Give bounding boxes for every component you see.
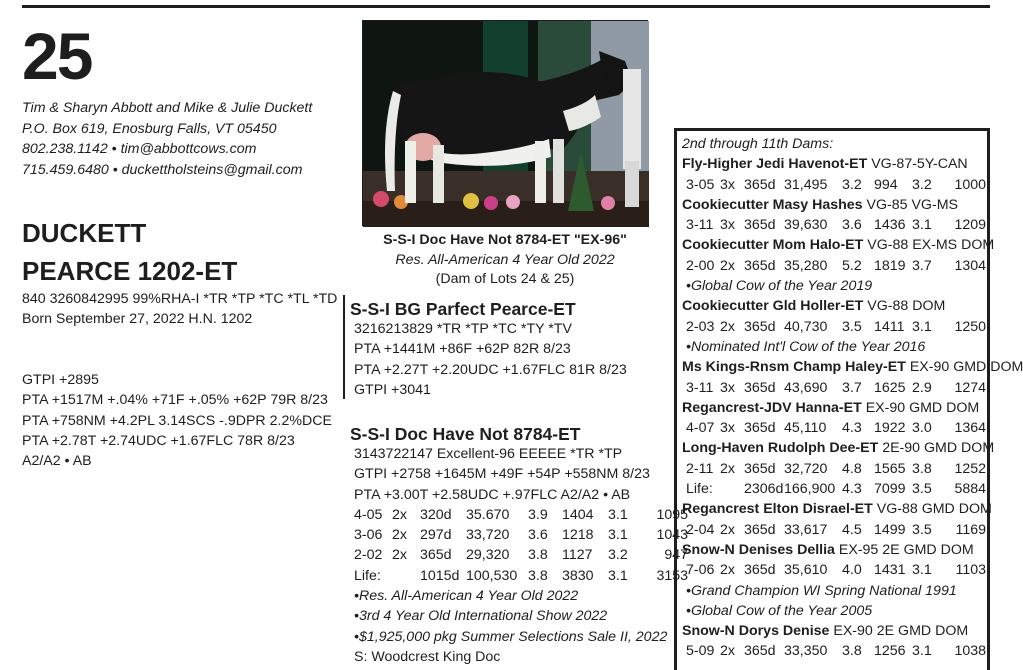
ancestor-dam: [682, 621, 1023, 641]
record-cell: 43,690: [784, 379, 828, 396]
record-cell: 3-11: [686, 217, 714, 234]
record-cell: 2x: [720, 643, 735, 660]
record-cell: 365d: [744, 460, 776, 477]
consignor-address: P.O. Box 619, Enosburg Falls, VT 05450: [22, 120, 277, 137]
consignor-block: [22, 98, 312, 180]
record-cell: 33,350: [784, 643, 828, 660]
ancestor-dam: [682, 540, 1023, 560]
caption-name: S-S-I Doc Have Not 8784-ET "EX-96": [383, 232, 627, 248]
record-cell: 3.1: [608, 506, 628, 523]
ancestor-dam-name: Regancrest-JDV Hanna-ET: [682, 399, 862, 416]
record-cell: 1218: [562, 527, 594, 544]
record-cell: 1922: [874, 420, 906, 437]
record-cell: Life:: [354, 567, 381, 584]
record-cell: 2x: [392, 506, 407, 523]
record-cell: 3153: [656, 567, 688, 584]
ancestor-dam-classification: 2E-90 GMD DOM: [878, 440, 995, 457]
ancestor-dam-name: Ms Kings-Rnsm Champ Haley-ET: [682, 359, 906, 376]
record-cell: 7-06: [686, 562, 715, 579]
record-cell: 3.2: [842, 176, 862, 193]
ancestor-dam-classification: VG-87-5Y-CAN: [867, 156, 968, 173]
record-cell: 365d: [744, 521, 776, 538]
record-cell: 994: [874, 176, 898, 193]
record-cell: 1252: [954, 460, 986, 477]
dam-sire-line: S: Woodcrest King Doc: [354, 648, 501, 665]
lot-number: 25: [22, 19, 92, 93]
animal-name-line-2: PEARCE 1202-ET: [22, 256, 238, 286]
record-cell: 365d: [744, 176, 776, 193]
production-record: [682, 215, 1023, 235]
record-cell: 2x: [392, 527, 407, 544]
pedigree-bracket-line: [343, 295, 345, 399]
record-cell: 4.8: [842, 460, 862, 477]
animal-name: [22, 214, 237, 290]
record-cell: 365d: [744, 643, 776, 660]
record-cell: 1819: [874, 257, 906, 274]
ancestor-dam-name: Fly-Higher Jedi Havenot-ET: [682, 156, 868, 173]
record-cell: 2-00: [686, 257, 715, 274]
record-cell: 32,720: [784, 460, 828, 477]
record-cell: 297d: [420, 527, 452, 544]
production-record: [354, 566, 688, 586]
record-cell: 1000: [954, 176, 986, 193]
record-cell: 3-05: [686, 176, 715, 193]
record-cell: 1364: [954, 420, 986, 437]
beta-casein-line: A2/A2 • AB: [22, 453, 92, 470]
dam-records: [354, 505, 688, 586]
dams-heading: 2nd through 11th Dams:: [682, 136, 834, 152]
record-cell: 3-06: [354, 527, 383, 544]
record-cell: 33,720: [466, 527, 510, 544]
photo-caption: [362, 231, 648, 290]
production-record: [682, 641, 1023, 661]
ancestor-dam: [682, 499, 1023, 519]
ancestor-dam-classification: VG-88 GMD DOM: [872, 501, 992, 518]
animal-registration: [22, 289, 337, 330]
ancestor-dam-note: •Global Cow of the Year 2019: [686, 278, 873, 295]
record-cell: 3.8: [842, 643, 862, 660]
record-cell: 320d: [420, 506, 452, 523]
record-cell: 3.1: [608, 527, 628, 544]
record-cell: 33,617: [784, 521, 828, 538]
record-cell: 3.7: [842, 379, 862, 396]
production-record: [682, 175, 1023, 195]
record-cell: 3-11: [686, 379, 714, 396]
ancestor-dam: [682, 398, 1023, 418]
record-cell: 2-02: [354, 547, 383, 564]
consignor-contact-2: 715.459.6480 • duckettholsteins@gmail.com: [22, 161, 303, 178]
record-cell: 365d: [744, 318, 776, 335]
dam-gtpi: GTPI +2758 +1645M +49F +54P +558NM 8/23: [354, 466, 650, 483]
dam-name: S-S-I Doc Have Not 8784-ET: [350, 424, 581, 444]
record-cell: 2.9: [912, 379, 932, 396]
sire-details: [354, 319, 627, 400]
dam-details: [354, 444, 688, 667]
registration-line: 840 3260842995 99%RHA-I *TR *TP *TC *TL *TD: [22, 291, 338, 307]
record-cell: 1625: [874, 379, 906, 396]
record-cell: 5.2: [842, 257, 862, 274]
record-cell: 3.5: [842, 318, 862, 335]
record-cell: 1256: [874, 643, 906, 660]
record-cell: 4.3: [842, 420, 862, 437]
record-cell: 2-11: [686, 460, 714, 477]
record-cell: 31,495: [784, 176, 828, 193]
record-cell: 3.1: [912, 643, 932, 660]
record-cell: 3.0: [912, 420, 932, 437]
record-cell: 2-03: [686, 318, 715, 335]
record-cell: 3.8: [912, 460, 932, 477]
record-cell: 1436: [874, 217, 906, 234]
ancestor-dam-name: Snow-N Denises Dellia: [682, 541, 835, 558]
consignor-names: Tim & Sharyn Abbott and Mike & Julie Duckett: [22, 100, 313, 116]
ancestor-dam-name: Snow-N Dorys Denise: [682, 623, 830, 640]
ancestor-dam: [682, 438, 1023, 458]
record-cell: 166,900: [784, 481, 836, 498]
record-cell: 4.5: [842, 521, 862, 538]
production-record: [354, 525, 688, 545]
record-cell: 1127: [562, 547, 593, 564]
gtpi-line: GTPI +2895: [22, 372, 99, 388]
record-cell: 3.1: [912, 318, 932, 335]
ancestor-dam-note: •Grand Champion WI Spring National 1991: [686, 582, 957, 599]
dam-note-3: •$1,925,000 pkg Summer Selections Sale II, 2022: [354, 628, 668, 645]
record-cell: 29,320: [466, 547, 510, 564]
consignor-contact-1: 802.238.1142 • tim@abbottcows.com: [22, 141, 257, 157]
record-cell: 2x: [720, 318, 735, 335]
record-cell: 40,730: [784, 318, 828, 335]
record-cell: 2x: [720, 562, 735, 579]
record-cell: 1209: [954, 217, 986, 234]
record-cell: 3.5: [912, 521, 932, 538]
record-cell: 3.1: [912, 562, 932, 579]
caption-note: (Dam of Lots 24 & 25): [435, 271, 575, 287]
record-cell: 7099: [874, 481, 906, 498]
record-cell: 1038: [954, 643, 986, 660]
pta-production-line: PTA +1517M +.04% +71F +.05% +62P 79R 8/23: [22, 392, 328, 409]
record-cell: 35,280: [784, 257, 828, 274]
ancestor-dam-name: Regancrest Elton Disrael-ET: [682, 501, 873, 518]
production-record: [354, 545, 688, 565]
ancestor-dam-classification: EX-90 GMD DOM: [861, 399, 980, 416]
dam-pta-type: PTA +3.00T +2.58UDC +.97FLC A2/A2 • AB: [354, 486, 631, 503]
record-cell: 1431: [874, 562, 906, 579]
record-cell: 365d: [744, 257, 776, 274]
record-cell: 2-04: [686, 521, 715, 538]
record-cell: Life:: [686, 481, 713, 498]
sire-registration: 3216213829 *TR *TP *TC *TY *TV: [354, 321, 572, 337]
record-cell: 365d: [744, 420, 776, 437]
record-cell: 3.2: [912, 176, 932, 193]
production-record: [682, 378, 1023, 398]
record-cell: 35.670: [466, 506, 510, 523]
ancestor-dam: [682, 357, 1023, 377]
record-cell: 3.7: [912, 257, 932, 274]
cow-photo: [362, 20, 648, 226]
record-cell: 39,630: [784, 217, 828, 234]
record-cell: 1274: [954, 379, 986, 396]
production-record: [682, 418, 1023, 438]
sire-gtpi: GTPI +3041: [354, 381, 431, 398]
caption-award: Res. All-American 4 Year Old 2022: [395, 251, 615, 268]
ancestor-dam-classification: VG-88 EX-MS DOM: [863, 237, 995, 254]
dam-note-2: •3rd 4 Year Old International Show 2022: [354, 608, 608, 625]
record-cell: 1499: [874, 521, 906, 538]
record-cell: 3.1: [912, 217, 932, 234]
record-cell: 3x: [720, 176, 735, 193]
record-cell: 1103: [955, 562, 986, 579]
record-cell: 1169: [955, 521, 986, 538]
production-record: [682, 317, 1023, 337]
ancestor-dam-classification: EX-90 GMD DOM: [905, 359, 1023, 376]
record-cell: 3.9: [528, 506, 548, 523]
record-cell: 3830: [562, 567, 594, 584]
record-cell: 100,530: [466, 567, 518, 584]
production-record: [682, 479, 1023, 499]
top-rule: [22, 5, 990, 8]
record-cell: 1095: [656, 506, 688, 523]
record-cell: 3x: [720, 379, 735, 396]
record-cell: 1250: [954, 318, 986, 335]
record-cell: 365d: [744, 217, 776, 234]
pta-health-line: PTA +758NM +4.2PL 3.14SCS -.9DPR 2.2%DCE: [22, 412, 332, 429]
record-cell: 365d: [744, 562, 776, 579]
record-cell: 2x: [720, 460, 735, 477]
record-cell: 2x: [720, 521, 735, 538]
record-cell: 365d: [420, 547, 452, 564]
record-cell: 1411: [874, 318, 905, 335]
record-cell: 2x: [720, 257, 735, 274]
record-cell: 4.3: [842, 481, 862, 498]
production-record: [354, 505, 688, 525]
record-cell: 1565: [874, 460, 906, 477]
record-cell: 3.8: [528, 547, 548, 564]
record-cell: 365d: [744, 379, 776, 396]
sire-pta-type: PTA +2.27T +2.20UDC +1.67FLC 81R 8/23: [354, 361, 627, 378]
ancestor-dam-name: Cookiecutter Gld Holler-ET: [682, 298, 864, 315]
record-cell: 3.1: [608, 567, 628, 584]
birth-line: Born September 27, 2022 H.N. 1202: [22, 311, 253, 328]
record-cell: 4-07: [686, 420, 715, 437]
record-cell: 1043: [656, 527, 688, 544]
animal-genomics: [22, 370, 332, 471]
record-cell: 1404: [562, 506, 594, 523]
sire-name: S-S-I BG Parfect Pearce-ET: [350, 299, 576, 319]
record-cell: 4-05: [354, 506, 383, 523]
ancestor-dam-name: Cookiecutter Mom Halo-ET: [682, 237, 864, 254]
ancestor-dam: [682, 154, 1023, 174]
ancestor-dam-name: Long-Haven Rudolph Dee-ET: [682, 440, 879, 457]
ancestor-dam-classification: EX-95 2E GMD DOM: [834, 541, 974, 558]
production-record: [682, 520, 1023, 540]
ancestor-dam: [682, 195, 1023, 215]
record-cell: 3.8: [528, 567, 548, 584]
ancestor-dam: [682, 296, 1023, 316]
record-cell: 947: [664, 547, 688, 564]
record-cell: 1304: [954, 257, 986, 274]
record-cell: 5-09: [686, 643, 715, 660]
ancestor-dam-classification: VG-88 DOM: [863, 298, 946, 315]
ancestor-dam-note: •Nominated Int'l Cow of the Year 2016: [686, 338, 926, 355]
sire-pta-production: PTA +1441M +86F +62P 82R 8/23: [354, 341, 571, 358]
record-cell: 3.5: [912, 481, 932, 498]
dam-note-1: •Res. All-American 4 Year Old 2022: [354, 588, 579, 605]
ancestor-dam-note: •Global Cow of the Year 2005: [686, 602, 873, 619]
dam-registration: 3143722147 Excellent-96 EEEEE *TR *TP: [354, 446, 623, 462]
pta-type-line: PTA +2.78T +2.74UDC +1.67FLC 78R 8/23: [22, 432, 295, 449]
animal-name-line-1: DUCKETT: [22, 218, 147, 248]
production-record: [682, 256, 1023, 276]
ancestor-dam: [682, 235, 1023, 255]
dams-list: [682, 134, 1023, 662]
production-record: [682, 560, 1023, 580]
record-cell: 3x: [720, 217, 735, 234]
record-cell: 2306d: [744, 481, 784, 498]
production-record: [682, 459, 1023, 479]
record-cell: 4.0: [842, 562, 862, 579]
record-cell: 1015d: [420, 567, 460, 584]
record-cell: 45,110: [784, 420, 827, 437]
record-cell: 3.6: [842, 217, 862, 234]
record-cell: 3.2: [608, 547, 628, 564]
ancestor-dam-classification: EX-90 2E GMD DOM: [829, 623, 969, 640]
record-cell: 2x: [392, 547, 407, 564]
record-cell: 3x: [720, 420, 735, 437]
cow-photo-illustration: [363, 21, 649, 227]
ancestor-dam-classification: VG-85 VG-MS: [862, 196, 958, 213]
record-cell: 5884: [954, 481, 986, 498]
ancestor-dam-name: Cookiecutter Masy Hashes: [682, 196, 863, 213]
record-cell: 35,610: [784, 562, 828, 579]
record-cell: 3.6: [528, 527, 548, 544]
